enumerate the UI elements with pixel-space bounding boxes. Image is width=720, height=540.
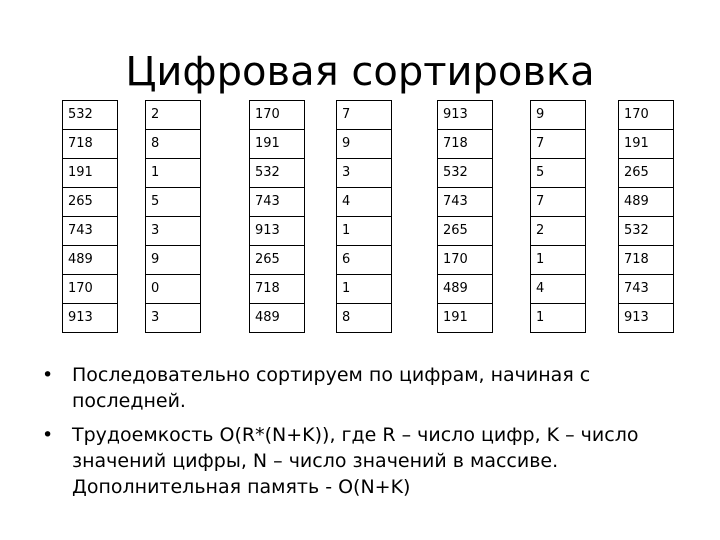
table-column-2: [145, 100, 201, 333]
table-column-7: [618, 100, 674, 333]
table-cell: 532: [618, 216, 674, 246]
table-cell: 913: [618, 303, 674, 333]
table-cell: 718: [62, 129, 118, 159]
table-cell: 265: [249, 245, 305, 275]
table-cell: 718: [437, 129, 493, 159]
table-cell: 743: [437, 187, 493, 217]
table-cell: 191: [618, 129, 674, 159]
table-cell: 913: [437, 100, 493, 130]
table-cell: 1: [145, 158, 201, 188]
table-cell: 2: [145, 100, 201, 130]
table-column-1: [62, 100, 118, 333]
table-cell: 743: [618, 274, 674, 304]
table-cell: 489: [437, 274, 493, 304]
table-cell: 191: [249, 129, 305, 159]
table-cell: 5: [145, 187, 201, 217]
bullet-list: [40, 362, 680, 508]
table-cell: 1: [530, 245, 586, 275]
table-column-4: [336, 100, 392, 333]
table-cell: 265: [62, 187, 118, 217]
table-cell: 9: [145, 245, 201, 275]
table-cell: 1: [530, 303, 586, 333]
table-cell: 265: [618, 158, 674, 188]
table-cell: 170: [618, 100, 674, 130]
table-cell: 170: [249, 100, 305, 130]
bullet-text: Последовательно сортируем по цифрам, начиная с последней.: [72, 364, 591, 412]
bullet-icon: •: [42, 364, 54, 386]
table-cell: 718: [249, 274, 305, 304]
table-cell: 1: [336, 274, 392, 304]
table-cell: 8: [145, 129, 201, 159]
slide-title: Цифровая сортировка: [125, 49, 595, 95]
table-cell: 532: [62, 100, 118, 130]
table-cell: 913: [249, 216, 305, 246]
table-cell: 4: [336, 187, 392, 217]
table-cell: 4: [530, 274, 586, 304]
table-cell: 7: [530, 187, 586, 217]
table-cell: 913: [62, 303, 118, 333]
table-cell: 265: [437, 216, 493, 246]
table-cell: 7: [530, 129, 586, 159]
table-column-6: [530, 100, 586, 333]
table-cell: 6: [336, 245, 392, 275]
table-cell: 170: [62, 274, 118, 304]
table-cell: 3: [145, 303, 201, 333]
bullet-item: [40, 422, 680, 500]
table-cell: 170: [437, 245, 493, 275]
table-cell: 532: [437, 158, 493, 188]
bullet-text: Трудоемкость O(R*(N+K)), где R – число цифр, K – число значений цифры, N – число значений в массиве. Дополнительная память - O(N+K): [72, 424, 639, 498]
table-cell: 3: [336, 158, 392, 188]
table-cell: 489: [618, 187, 674, 217]
table-cell: 743: [249, 187, 305, 217]
table-cell: 2: [530, 216, 586, 246]
table-cell: 743: [62, 216, 118, 246]
table-cell: 489: [249, 303, 305, 333]
table-column-5: [437, 100, 493, 333]
table-cell: 3: [145, 216, 201, 246]
table-cell: 1: [336, 216, 392, 246]
table-cell: 9: [336, 129, 392, 159]
table-cell: 191: [62, 158, 118, 188]
table-cell: 532: [249, 158, 305, 188]
table-cell: 718: [618, 245, 674, 275]
table-cell: 0: [145, 274, 201, 304]
table-cell: 7: [336, 100, 392, 130]
bullet-icon: •: [42, 424, 54, 446]
table-column-3: [249, 100, 305, 333]
table-cell: 8: [336, 303, 392, 333]
table-cell: 5: [530, 158, 586, 188]
table-cell: 489: [62, 245, 118, 275]
table-cell: 9: [530, 100, 586, 130]
bullet-item: [40, 362, 680, 414]
table-cell: 191: [437, 303, 493, 333]
